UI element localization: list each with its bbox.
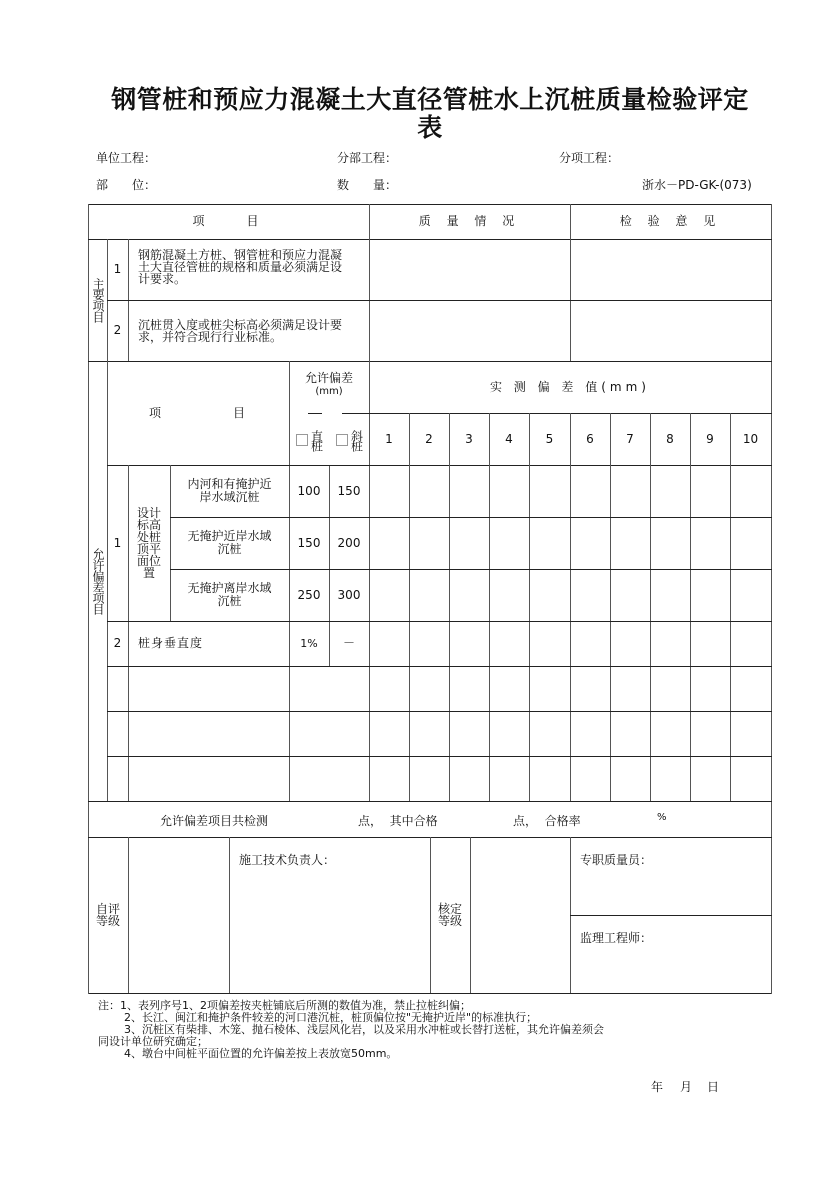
summary-rate-label: 点， 合格率 — [513, 814, 581, 828]
title-line-2: 表 — [417, 113, 443, 142]
tech-lead-label: 施工技术负责人： — [239, 853, 336, 867]
verified-grade-label: 核定等级 — [437, 902, 462, 928]
allow-header-unit: (mm) — [315, 386, 343, 397]
measure-col-2: 2 — [425, 431, 433, 446]
subrow-2-straight: 150 — [297, 535, 321, 550]
summary-row — [88, 801, 771, 837]
item-project-label: 分项工程： — [559, 151, 620, 165]
date-month: 月 — [680, 1080, 693, 1094]
subrow-1-label: 内河和有掩护近岸水域沉桩 — [187, 477, 272, 504]
note-4: 4、墩台中间桩平面位置的允许偏差按上表放宽50mm。 — [124, 1047, 398, 1060]
main-item-1-text: 钢筋混凝土方桩、钢管桩和预应力混凝土大直径管桩的规格和质量必须满足设计要求。 — [138, 248, 343, 286]
summary-percent: % — [657, 812, 667, 823]
measure-col-4: 4 — [505, 431, 513, 446]
main-item-2-quality[interactable] — [371, 302, 568, 359]
main-items-group-label: 主要项目 — [91, 278, 105, 322]
tolerance-row-2-label: 桩身垂直度 — [138, 636, 204, 650]
tolerance-item-header: 项 目 — [148, 405, 261, 420]
tolerance-row-2-inclined: － — [342, 636, 355, 650]
measure-col-9: 9 — [706, 431, 714, 446]
measure-col-7: 7 — [626, 431, 634, 446]
allow-header-label: 允许偏差 — [304, 371, 353, 385]
subrow-1-straight: 100 — [297, 483, 321, 498]
inclined-pile-header: 斜桩 — [329, 417, 369, 463]
quality-officer-label: 专职质量员： — [580, 853, 653, 867]
date-year: 年 — [651, 1080, 664, 1094]
header-item: 项 目 — [192, 214, 265, 228]
form-code: 浙水－PD-GK-(073) — [642, 178, 752, 192]
self-grade-value[interactable] — [130, 839, 227, 991]
main-item-1-no: 1 — [113, 262, 122, 276]
subrow-2-inclined: 200 — [337, 535, 361, 550]
date-day: 日 — [707, 1080, 720, 1094]
subrow-2-label: 无掩护近岸水域沉桩 — [187, 529, 272, 556]
main-item-2-no: 2 — [113, 323, 122, 337]
note-3: 3、沉桩区有柴排、木笼、抛石棱体、浅层风化岩，以及采用水冲桩或长替打送桩，其允许偏差须会 — [124, 1023, 604, 1036]
tolerance-row-1-category: 设计标高处桩顶平面位置 — [136, 506, 161, 580]
page-title — [90, 86, 770, 142]
measured-header: 实 测 偏 差 值(mm) — [489, 379, 650, 394]
subrow-1-inclined: 150 — [337, 483, 361, 498]
allow-header — [289, 365, 369, 405]
summary-pass-label: 点， 其中合格 — [358, 814, 438, 828]
subrow-3-straight: 250 — [297, 587, 321, 602]
measure-col-6: 6 — [586, 431, 594, 446]
main-item-1-quality[interactable] — [371, 241, 568, 298]
tolerance-row-2-straight: 1% — [300, 637, 318, 650]
summary-total-label: 允许偏差项目共检测 — [160, 814, 269, 828]
inclined-pile-checkbox[interactable] — [336, 434, 348, 446]
self-grade-label: 自评等级 — [95, 902, 120, 928]
title-line-1: 钢管桩和预应力混凝土大直径管桩水上沉桩质量检验评定 — [111, 85, 749, 114]
subrow-3-label: 无掩护离岸水域沉桩 — [187, 581, 272, 608]
straight-pile-header: 直桩 — [289, 417, 329, 463]
measure-col-1: 1 — [385, 431, 393, 446]
header-opinion: 检 验 意 见 — [619, 214, 722, 228]
tolerance-row-1-no: 1 — [113, 535, 122, 550]
header-quality: 质 量 情 况 — [418, 214, 521, 228]
main-item-2-text: 沉桩贯入度或桩尖标高必须满足设计要求，并符合现行行业标准。 — [138, 317, 343, 344]
division-project-label: 分部工程： — [337, 151, 398, 165]
location-label: 部 位： — [96, 178, 157, 192]
main-item-2-opinion[interactable] — [572, 302, 769, 359]
main-item-1-opinion[interactable] — [572, 241, 769, 298]
note-1: 注：1、表列序号1、2项偏差按夹桩铺底后所测的数值为准，禁止拉桩纠偏； — [98, 999, 471, 1012]
measure-col-8: 8 — [666, 431, 674, 446]
straight-pile-checkbox[interactable] — [296, 434, 308, 446]
measure-col-10: 10 — [742, 431, 759, 446]
quantity-label: 数 量： — [337, 178, 398, 192]
subrow-3-inclined: 300 — [337, 587, 361, 602]
verified-grade-value[interactable] — [472, 839, 568, 991]
note-3-cont: 同设计单位研究确定； — [98, 1035, 208, 1048]
tolerance-row-2-no: 2 — [113, 636, 122, 650]
measure-col-5: 5 — [545, 431, 554, 446]
unit-project-label: 单位工程： — [96, 151, 157, 165]
note-2: 2、长江、闽江和掩护条件较差的河口港沉桩，桩顶偏位按"无掩护近岸"的标准执行； — [124, 1011, 538, 1024]
supervisor-label: 监理工程师： — [580, 931, 653, 945]
measure-col-3: 3 — [465, 431, 473, 446]
tolerance-group-label: 允许偏差项目 — [91, 548, 105, 614]
